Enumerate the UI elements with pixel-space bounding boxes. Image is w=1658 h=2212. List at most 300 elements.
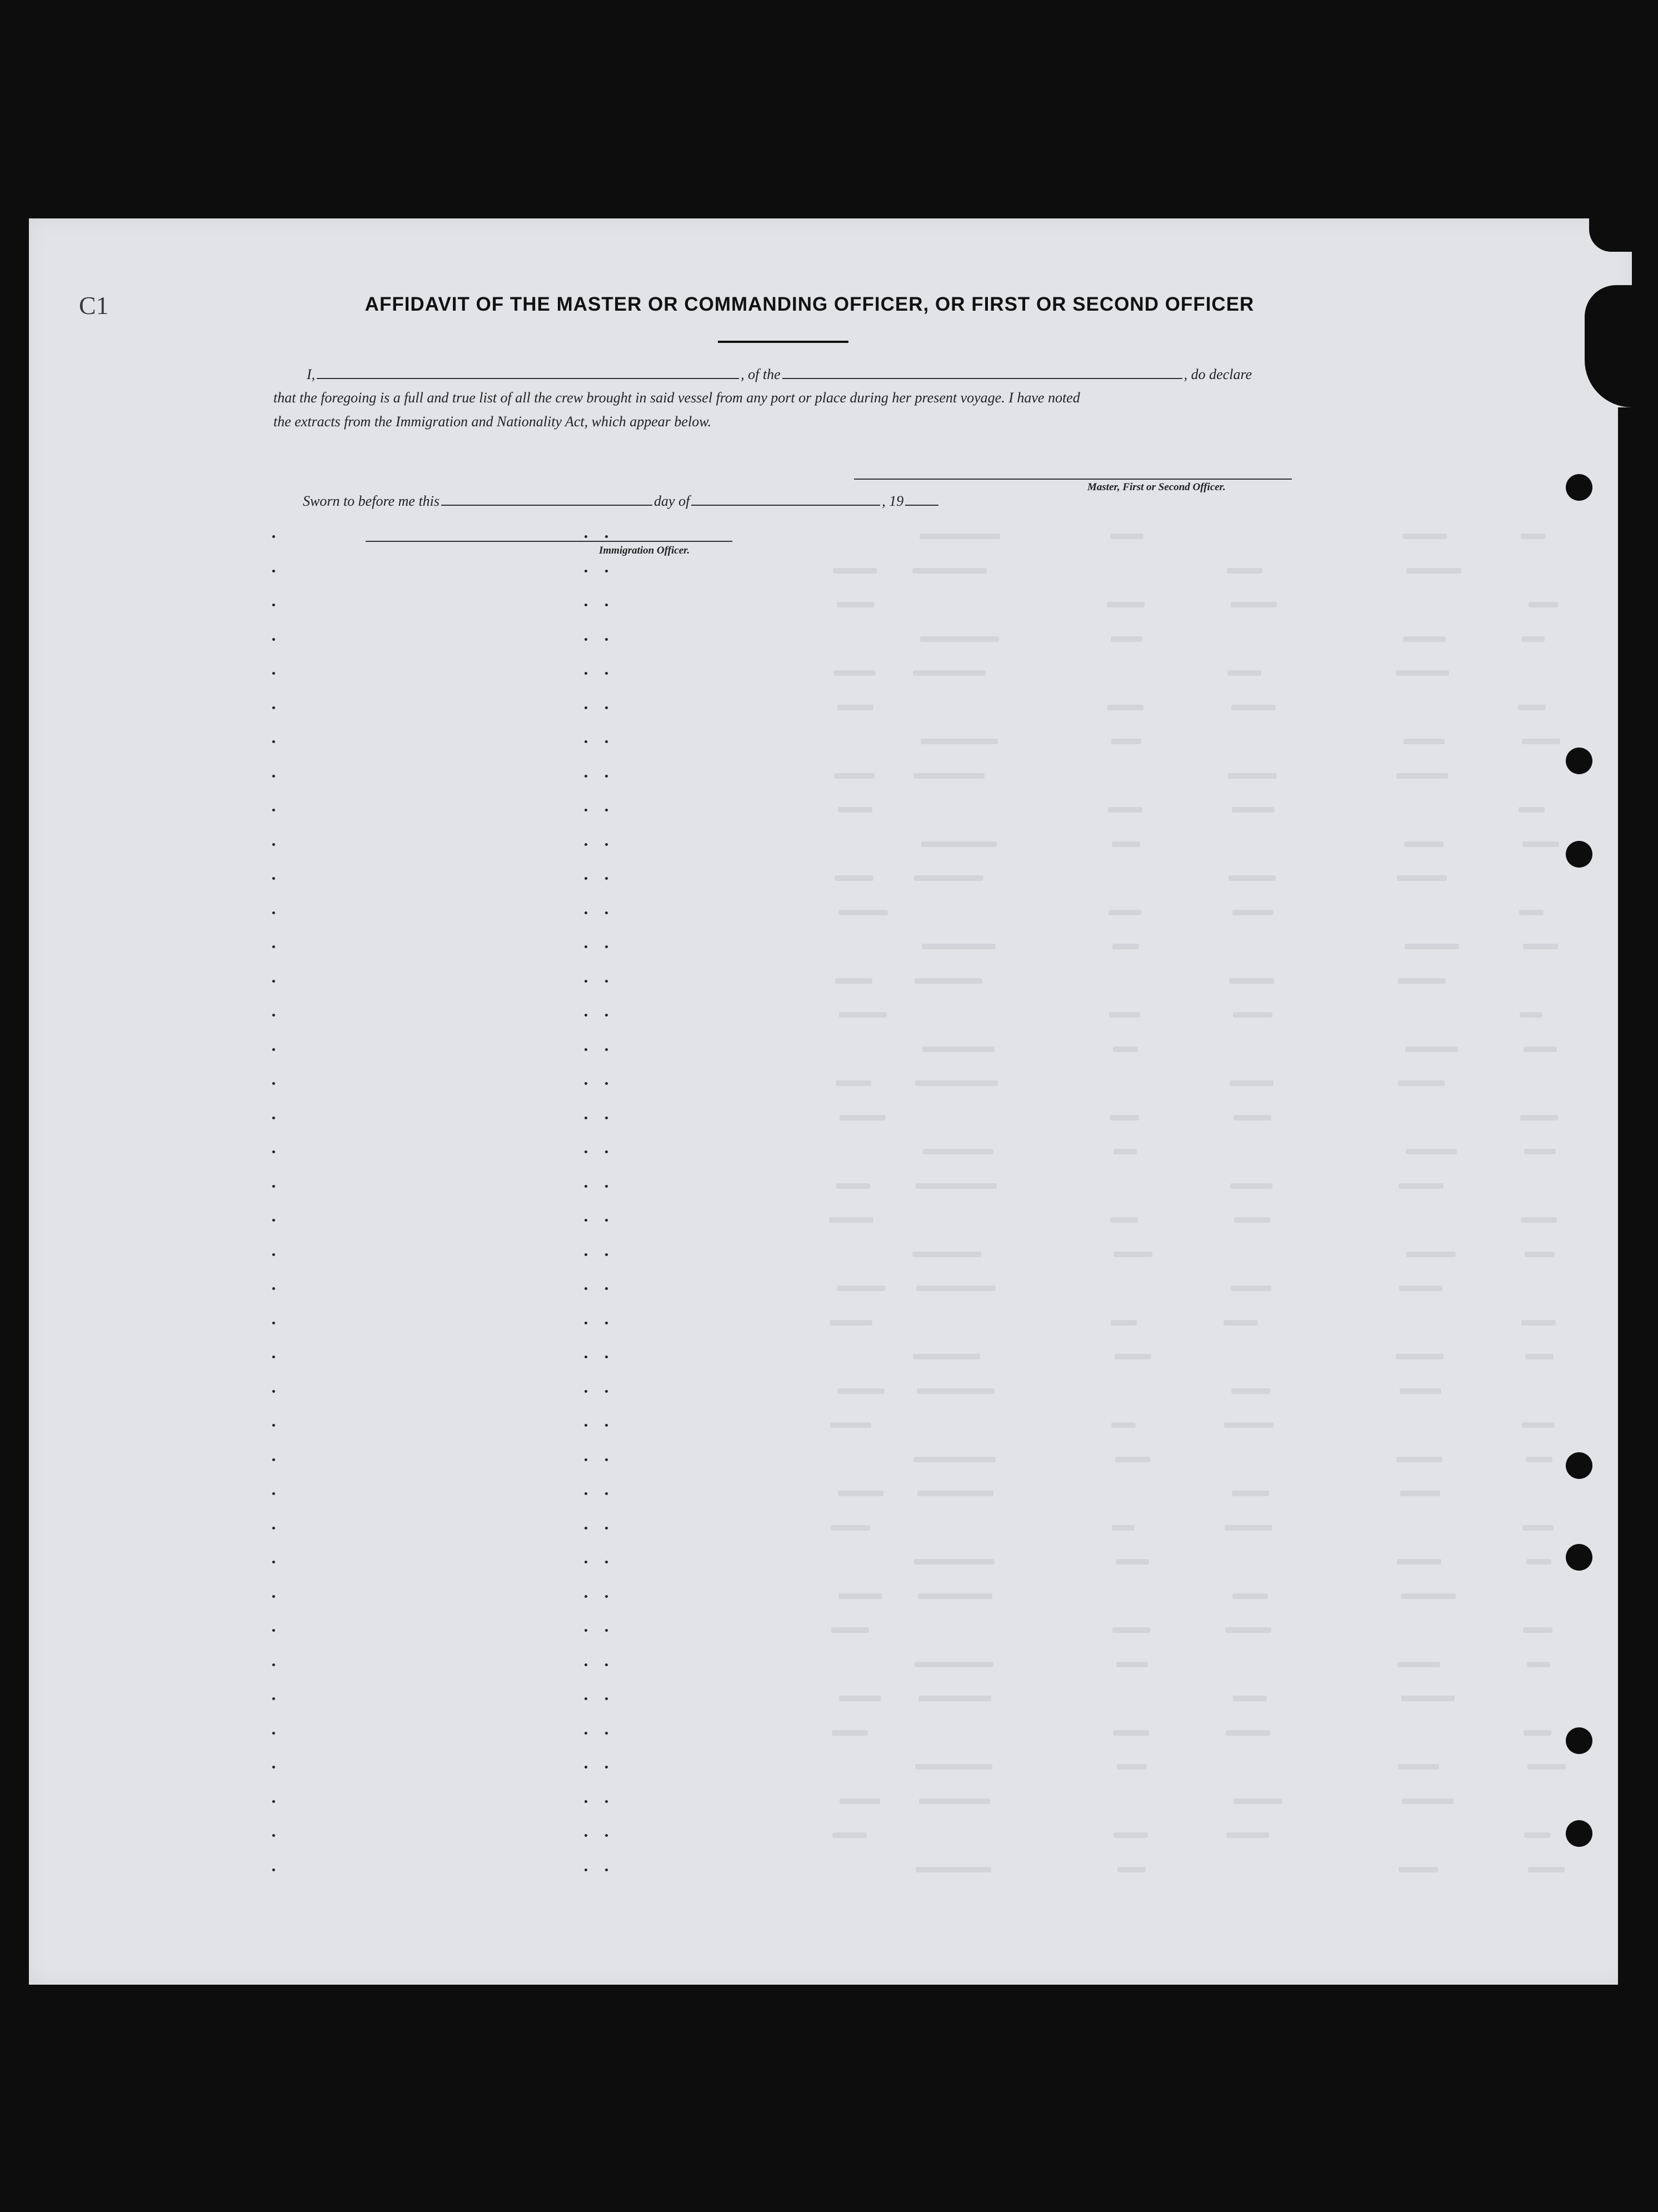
bleed-mark <box>913 773 985 779</box>
row-dot <box>272 638 275 641</box>
punch-hole <box>1566 748 1592 774</box>
bleed-mark <box>1525 1252 1555 1257</box>
torn-edge <box>1585 285 1632 407</box>
row-dot <box>605 570 608 572</box>
bleed-mark <box>1525 1354 1554 1359</box>
row-dot <box>272 1458 275 1461</box>
bleed-mark <box>1529 602 1558 607</box>
bleed-mark <box>1117 1867 1146 1872</box>
row-dot <box>272 1766 275 1768</box>
bleed-mark <box>1228 875 1276 881</box>
row-dot <box>605 1219 608 1222</box>
bleed-mark <box>1116 1559 1149 1565</box>
row-dot <box>585 1732 587 1735</box>
row-dot <box>605 877 608 880</box>
row-dot <box>585 1458 587 1461</box>
row-dot <box>585 1014 587 1017</box>
row-dot <box>585 1117 587 1119</box>
row-dot <box>272 1629 275 1632</box>
punch-hole <box>1566 1727 1592 1754</box>
row-dot <box>272 1800 275 1803</box>
bleed-mark <box>1406 568 1461 574</box>
row-dot <box>272 1595 275 1598</box>
bleed-mark <box>1527 1764 1566 1770</box>
bleed-mark <box>1402 1799 1454 1804</box>
title-rule <box>718 341 848 343</box>
bleed-mark <box>1231 1286 1271 1291</box>
sworn-line <box>303 492 940 510</box>
bleed-mark <box>1223 1320 1258 1326</box>
row-dot <box>585 570 587 572</box>
row-dot <box>605 1424 608 1427</box>
row-dot <box>605 1117 608 1119</box>
bleed-mark <box>1397 1662 1440 1667</box>
bleed-mark <box>1232 1593 1268 1599</box>
bleed-mark <box>1406 1149 1457 1154</box>
bleed-mark <box>1527 1662 1550 1667</box>
name-blank[interactable] <box>317 366 739 379</box>
row-dot <box>272 1561 275 1563</box>
row-dot <box>272 1527 275 1530</box>
bleed-mark <box>1522 841 1559 847</box>
row-dot <box>585 945 587 948</box>
row-dot <box>272 945 275 948</box>
row-dot <box>605 604 608 606</box>
bleed-mark <box>1231 705 1276 710</box>
row-dot <box>605 1527 608 1530</box>
bleed-mark <box>1109 1012 1140 1018</box>
bleed-mark <box>1117 1764 1147 1770</box>
row-dot <box>585 1185 587 1188</box>
bleed-mark <box>838 807 872 813</box>
bleed-mark <box>1230 1183 1272 1189</box>
bleed-mark <box>1523 1627 1552 1633</box>
bleed-mark <box>1111 739 1141 744</box>
row-dot <box>585 604 587 606</box>
row-dot <box>272 1424 275 1427</box>
bleed-mark <box>835 875 873 881</box>
bleed-mark <box>1111 1422 1136 1428</box>
row-dot <box>272 1117 275 1119</box>
row-dot <box>272 1356 275 1358</box>
bleed-mark <box>1226 1730 1270 1736</box>
row-dot <box>585 980 587 983</box>
bleed-mark <box>1233 1115 1271 1120</box>
year-text: , 19 <box>882 493 904 509</box>
vessel-blank[interactable] <box>782 366 1182 379</box>
row-dot <box>272 1322 275 1324</box>
row-dot <box>605 1390 608 1393</box>
bleed-mark <box>1521 534 1546 539</box>
bleed-mark <box>917 1388 995 1394</box>
declaration-line-1 <box>307 366 1252 383</box>
bleed-mark <box>1401 1696 1455 1701</box>
bleed-mark <box>1226 1832 1269 1838</box>
bleed-mark <box>833 670 876 676</box>
bleed-mark <box>1228 773 1277 779</box>
bleed-mark <box>830 1422 871 1428</box>
bleed-mark <box>834 773 875 779</box>
officer-signature-label: Immigration Officer. <box>599 545 690 556</box>
declaration-line-2: that the foregoing is a full and true list of all the crew brought in said vessel from any port or place during her present voyage. I have noted <box>273 390 1080 406</box>
bleed-mark <box>831 1525 870 1531</box>
row-dot <box>605 945 608 948</box>
bleed-mark <box>1229 978 1275 984</box>
bleed-mark <box>918 1593 992 1599</box>
row-dot <box>605 1287 608 1290</box>
declaration-i: I, <box>307 366 316 382</box>
row-dot <box>272 740 275 743</box>
row-dot <box>585 1629 587 1632</box>
row-dot <box>585 1663 587 1666</box>
bleed-mark <box>1233 1696 1267 1701</box>
bleed-mark <box>1404 841 1444 847</box>
bleed-mark <box>838 1593 882 1599</box>
bleed-mark <box>913 670 986 676</box>
bleed-mark <box>1524 1730 1551 1736</box>
bleed-mark <box>837 602 875 607</box>
row-dot <box>585 1766 587 1768</box>
bleed-mark <box>913 1354 980 1359</box>
bleed-mark <box>920 636 999 642</box>
bleed-mark <box>1521 1217 1557 1223</box>
bleed-mark <box>1403 636 1446 642</box>
bleed-mark <box>838 1491 883 1496</box>
bleed-mark <box>840 1799 880 1804</box>
bleed-mark <box>832 1832 867 1838</box>
row-dot <box>605 1663 608 1666</box>
bleed-mark <box>916 1867 991 1872</box>
bleed-mark <box>1232 910 1274 915</box>
bleed-mark <box>1230 1080 1274 1086</box>
row-dot <box>272 1082 275 1085</box>
row-dot <box>605 1800 608 1803</box>
bleed-mark <box>1113 1047 1138 1052</box>
row-dot <box>605 1869 608 1871</box>
bleed-mark <box>1401 1593 1456 1599</box>
bleed-mark <box>1224 1422 1274 1428</box>
bleed-mark <box>1112 944 1139 949</box>
bleed-mark <box>1232 807 1275 813</box>
row-dot <box>272 1834 275 1837</box>
bleed-mark <box>916 1183 997 1189</box>
bleed-mark <box>917 1491 993 1496</box>
row-dot <box>585 1219 587 1222</box>
bleed-mark <box>918 1696 991 1701</box>
row-dot <box>585 877 587 880</box>
row-dot <box>272 604 275 606</box>
row-dot <box>605 1492 608 1495</box>
row-dot <box>605 740 608 743</box>
bleed-mark <box>1522 739 1560 744</box>
bleed-mark <box>839 1012 887 1018</box>
bleed-mark <box>1526 1457 1552 1462</box>
row-dot <box>585 1561 587 1563</box>
row-dot <box>272 1150 275 1153</box>
bleed-mark <box>1399 1286 1442 1291</box>
row-dot <box>605 1732 608 1735</box>
bleed-mark <box>830 1320 872 1326</box>
row-dot <box>272 1390 275 1393</box>
document-page <box>29 218 1632 1985</box>
bleed-mark <box>837 705 873 710</box>
row-dot <box>585 706 587 709</box>
sworn-day-blank[interactable] <box>441 492 652 506</box>
bleed-mark <box>1396 1354 1444 1359</box>
bleed-mark <box>1225 1525 1272 1531</box>
bleed-mark <box>915 1662 993 1667</box>
bleed-mark <box>916 1286 996 1291</box>
declaration-line-3: the extracts from the Immigration and Nationality Act, which appear below. <box>273 413 712 430</box>
bleed-mark <box>1399 1867 1438 1872</box>
bleed-mark <box>831 1627 869 1633</box>
bleed-mark <box>1112 841 1140 847</box>
document-title: AFFIDAVIT OF THE MASTER OR COMMANDING OFFICER, OR FIRST OR SECOND OFFICER <box>364 293 1255 315</box>
bleed-mark <box>1397 875 1447 881</box>
torn-edge <box>1589 218 1632 252</box>
bleed-mark <box>835 978 872 984</box>
bleed-mark <box>1400 1388 1441 1394</box>
bleed-mark <box>1116 1662 1148 1667</box>
bleed-mark <box>1111 1320 1137 1326</box>
bleed-mark <box>1397 978 1446 984</box>
punch-hole <box>1566 841 1592 868</box>
bleed-mark <box>1108 807 1142 813</box>
row-dot <box>585 638 587 641</box>
bleed-mark <box>1519 910 1544 915</box>
punch-hole <box>1566 474 1592 501</box>
punch-hole <box>1566 1544 1592 1571</box>
row-dot <box>272 1732 275 1735</box>
row-dot <box>585 1697 587 1700</box>
bleed-mark <box>1520 1012 1542 1018</box>
bleed-mark <box>1112 1525 1135 1531</box>
bleed-mark <box>1402 534 1447 539</box>
bleed-mark <box>1225 1627 1271 1633</box>
row-dot <box>272 775 275 778</box>
row-dot <box>605 1185 608 1188</box>
officer-signature-line[interactable] <box>366 541 732 542</box>
row-dot <box>585 843 587 846</box>
bleed-mark <box>833 568 877 574</box>
row-dot <box>585 1356 587 1358</box>
bleed-mark <box>1113 1832 1148 1838</box>
row-dot <box>272 911 275 914</box>
row-dot <box>585 1390 587 1393</box>
row-dot <box>585 775 587 778</box>
row-dot <box>605 1697 608 1700</box>
row-dot <box>585 1595 587 1598</box>
bleed-mark <box>837 1388 885 1394</box>
bleed-mark <box>1108 910 1141 915</box>
bleed-mark <box>922 1047 995 1052</box>
bleed-mark <box>1115 1354 1151 1359</box>
row-dot <box>272 706 275 709</box>
bleed-mark <box>1397 1559 1441 1565</box>
row-dot <box>605 775 608 778</box>
row-dot <box>585 1048 587 1051</box>
bleed-mark <box>1396 670 1449 676</box>
row-dot <box>585 1082 587 1085</box>
row-dot <box>605 1766 608 1768</box>
bleed-mark <box>1404 739 1445 744</box>
row-dot <box>605 1322 608 1324</box>
torn-edge <box>1618 407 1632 1985</box>
row-dot <box>272 980 275 983</box>
row-dot <box>605 1834 608 1837</box>
row-dot <box>272 843 275 846</box>
row-dot <box>272 1048 275 1051</box>
bleed-mark <box>1114 1252 1152 1257</box>
row-dot <box>605 809 608 811</box>
row-dot <box>605 672 608 675</box>
row-dot <box>272 1869 275 1871</box>
bleed-mark <box>1107 705 1143 710</box>
row-dot <box>585 911 587 914</box>
row-dot <box>272 1492 275 1495</box>
bleed-mark <box>1110 1217 1138 1223</box>
bleed-mark <box>1523 944 1558 949</box>
bleed-mark <box>912 1252 981 1257</box>
page-note: C1 <box>79 291 109 320</box>
master-signature-label: Master, First or Second Officer. <box>1087 481 1226 493</box>
bleed-mark <box>1234 1217 1270 1223</box>
bleed-mark <box>836 1183 870 1189</box>
bleed-mark <box>1113 1149 1137 1154</box>
bleed-mark <box>836 1080 871 1086</box>
row-dot <box>605 1253 608 1256</box>
bleed-mark <box>1400 1491 1440 1496</box>
bleed-mark <box>1233 1799 1282 1804</box>
row-dot <box>605 1561 608 1563</box>
row-dot <box>605 535 608 538</box>
bleed-mark <box>1398 1080 1445 1086</box>
bleed-mark <box>1233 1012 1272 1018</box>
bleed-mark <box>1231 1388 1270 1394</box>
bleed-mark <box>914 875 983 881</box>
bleed-mark <box>829 1217 873 1223</box>
row-dot <box>605 843 608 846</box>
row-dot <box>272 1253 275 1256</box>
bleed-mark <box>1113 1730 1149 1736</box>
row-dot <box>272 1219 275 1222</box>
row-dot <box>585 535 587 538</box>
punch-hole <box>1566 1452 1592 1479</box>
bleed-mark <box>840 1115 886 1120</box>
row-dot <box>605 1014 608 1017</box>
row-dot <box>585 1869 587 1871</box>
row-dot <box>585 1253 587 1256</box>
bleed-mark <box>832 1730 868 1736</box>
bleed-mark <box>1399 1183 1444 1189</box>
bleed-mark <box>1112 1627 1150 1633</box>
bleed-mark <box>1405 1047 1458 1052</box>
row-dot <box>272 809 275 811</box>
bleed-mark <box>1518 705 1546 710</box>
bleed-mark <box>923 1149 993 1154</box>
row-dot <box>585 1834 587 1837</box>
bleed-mark <box>921 739 998 744</box>
bleed-mark <box>1111 636 1142 642</box>
bleed-mark <box>919 1799 990 1804</box>
bleed-mark <box>1526 1559 1551 1565</box>
day-of-text: day of <box>654 493 690 509</box>
bleed-mark <box>838 910 888 915</box>
bleed-mark <box>837 1286 886 1291</box>
bleed-mark <box>1227 568 1262 574</box>
row-dot <box>585 1287 587 1290</box>
bleed-mark <box>1110 1115 1139 1120</box>
row-dot <box>272 672 275 675</box>
bleed-mark <box>1522 1422 1555 1428</box>
bleed-mark <box>1521 636 1545 642</box>
row-dot <box>585 1527 587 1530</box>
bleed-mark <box>915 978 982 984</box>
bleed-mark <box>1406 1252 1456 1257</box>
bleed-mark <box>1398 1764 1439 1770</box>
bleed-mark <box>1528 1867 1565 1872</box>
master-signature-line[interactable] <box>854 479 1292 480</box>
row-dot <box>272 1697 275 1700</box>
row-dot <box>272 535 275 538</box>
row-dot <box>272 570 275 572</box>
row-dot <box>605 1082 608 1085</box>
bleed-mark <box>1524 1832 1550 1838</box>
declaration-of-the: , of the <box>741 366 781 382</box>
row-dot <box>272 1663 275 1666</box>
bleed-mark <box>1115 1457 1150 1462</box>
bleed-mark <box>1405 944 1459 949</box>
row-dot <box>272 1014 275 1017</box>
bleed-mark <box>920 534 1000 539</box>
row-dot <box>605 1629 608 1632</box>
bleed-mark <box>914 1559 995 1565</box>
row-dot <box>605 911 608 914</box>
row-dot <box>605 706 608 709</box>
bleed-mark <box>912 568 987 574</box>
row-dot <box>272 877 275 880</box>
row-dot <box>272 1287 275 1290</box>
row-dot <box>605 1048 608 1051</box>
row-dot <box>605 980 608 983</box>
bleed-mark <box>915 1764 992 1770</box>
punch-hole <box>1566 1820 1592 1847</box>
bleed-mark <box>1522 1525 1554 1531</box>
bleed-mark <box>1110 534 1143 539</box>
bleed-mark <box>1231 602 1277 607</box>
sworn-month-blank[interactable] <box>691 492 880 506</box>
row-dot <box>605 638 608 641</box>
bleed-mark <box>1521 1320 1556 1326</box>
row-dot <box>585 740 587 743</box>
row-dot <box>585 1800 587 1803</box>
bleed-mark <box>1524 1149 1556 1154</box>
row-dot <box>605 1356 608 1358</box>
bleed-mark <box>913 1457 996 1462</box>
row-dot <box>272 1185 275 1188</box>
row-dot <box>605 1150 608 1153</box>
bleed-mark <box>1107 602 1145 607</box>
bleed-mark <box>1227 670 1261 676</box>
row-dot <box>585 1424 587 1427</box>
bleed-mark <box>1232 1491 1269 1496</box>
bleed-mark <box>921 841 997 847</box>
sworn-year-blank[interactable] <box>905 492 938 506</box>
bleed-mark <box>915 1080 998 1086</box>
declaration-do-declare: , do declare <box>1183 366 1252 382</box>
sworn-to-text: Sworn to before me this <box>303 493 440 509</box>
bleed-mark <box>1396 773 1448 779</box>
